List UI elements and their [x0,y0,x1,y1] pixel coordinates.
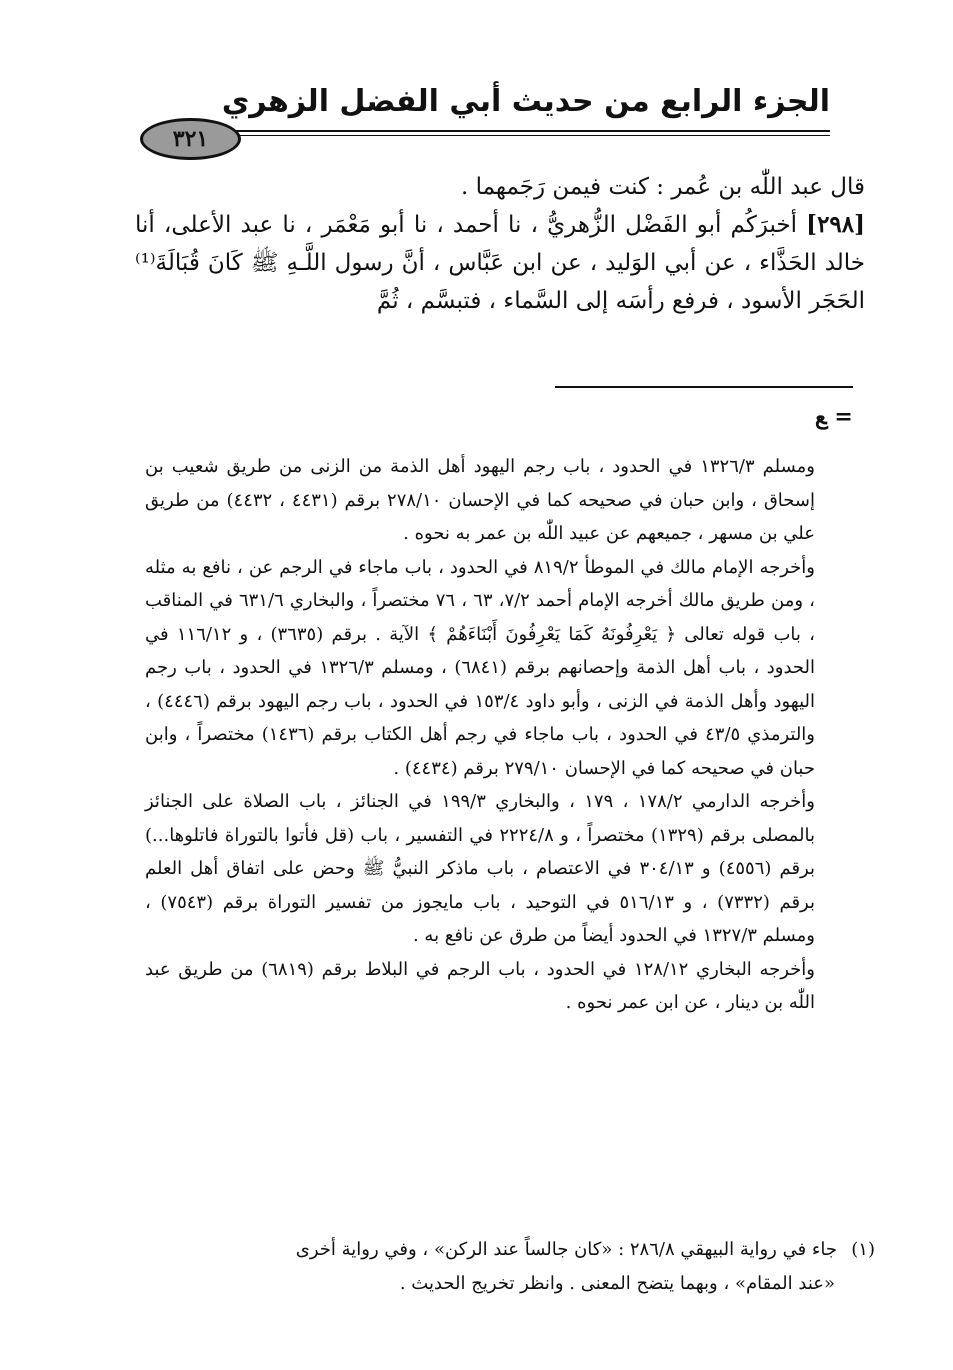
footnote-continuation [145,450,815,1020]
hadith-number: [٢٩٨] [806,211,866,238]
page-number-badge: ٣٢١ [140,118,241,160]
lead-line: قال عبد اللّٰه بن عُمر : كنت فيمن رَجَمهما . [460,174,865,200]
footnote-1-text: جاء في رواية البيهقي ٢٨٦/٨ : «كان جالساً عند الركن» ، وفي رواية أخرى [295,1239,837,1260]
header-rule [220,130,830,136]
footnote-number: (١) [851,1239,875,1260]
hadith-text: أخبرَكُم أبو الفَضْل الزُّهريُّ ، نا أحمد ، نا أبو مَعْمَر ، نا عبد الأعلى، أنا خالد الحَذَّاء ، عن أبي الوَليد ، عن ابن عَبَّاس ، أنَّ رسول اللَّـهِ ﷺ كَانَ قُبَالَةَ⁽¹⁾ الحَجَر الأسود ، فرفع رأسَه إلى السَّماء ، فتبسَّم ، ثُمَّ [135,212,865,314]
page-header [140,78,830,163]
footnote-divider [555,386,853,388]
main-text [135,168,865,320]
footnote-1-line-1 [140,1233,875,1267]
hadith-paragraph [135,206,865,320]
footnote-paragraph: وأخرجه الإمام مالك في الموطأ ٨١٩/٢ في الحدود ، باب ماجاء في الرجم عن ، نافع به مثله ، ومن طريق مالك أخرجه الإمام أحمد ٧/٢، ٦٣ ، ٧٦ مختصراً ، والبخاري ٦٣١/٦ في المناقب ، باب قوله تعالى ﴿ يَعْرِفُونَهُ كَمَا يَعْرِفُونَ أَبْنَاءَهُمْ ﴾ الآية . برقم (٣٦٣٥) ، و ١١٦/١٢ في الحدود ، باب أهل الذمة وإحصانهم برقم (٦٨٤١) ، ومسلم ١٣٢٦/٣ في الحدود ، باب رجم اليهود وأهل الذمة في الزنى ، وأبو داود ١٥٣/٤ في الحدود ، باب رجم اليهود برقم (٤٤٤٦) ، والترمذي ٤٣/٥ في الحدود ، باب ماجاء في رجم أهل الكتاب برقم (١٤٣٦) مختصراً ، وابن حبان في صحيحه كما في الإحسان ٢٧٩/١٠ برقم (٤٤٣٤) . [145,556,816,779]
footnote-1-line-2: «عند المقام» ، وبهما يتضح المعنى . وانظر تخريج الحديث . [399,1273,835,1294]
running-title: الجزء الرابع من حديث أبي الفضل الزهري [221,84,830,119]
footnote-paragraph: وأخرجه الدارمي ١٧٨/٢ ، ١٧٩ ، والبخاري ١٩٩/٣ في الجنائز ، باب الصلاة على الجنائز بالمصلى برقم (١٣٢٩) مختصراً ، و ٢٢٢٤/٨ في التفسير ، باب (قل فأتوا بالتوراة فاتلوها...) برقم (٤٥٥٦) و ٣٠٤/١٣ في الاعتصام ، باب ماذكر النبيُّ ﷺ وحض على اتفاق أهل العلم برقم (٧٣٣٢) ، و ٥١٦/١٣ في التوحيد ، باب مايجوز من تفسير التوراة برقم (٧٥٤٣) ، ومسلم ١٣٢٧/٣ في الحدود أيضاً من طرق عن نافع به . [145,791,816,946]
continuation-mark: = ‍ﻊ [815,404,853,430]
footnote-paragraph: وأخرجه البخاري ١٢٨/١٢ في الحدود ، باب الرجم في البلاط برقم (٦٨١٩) من طريق عبد اللّٰه بن دينار ، عن ابن عمر نحوه . [145,958,815,1013]
footnote-1 [140,1233,875,1301]
footnote-paragraph: ومسلم ١٣٢٦/٣ في الحدود ، باب رجم اليهود أهل الذمة من الزنى من طريق شعيب بن إسحاق ، وابن حبان في صحيحه كما في الإحسان ٢٧٨/١٠ برقم (٤٤٣١ ، ٤٤٣٢) من طريق علي بن مسهر ، جميعهم عن عبيد اللّٰه بن عمر به نحوه . [145,456,815,544]
